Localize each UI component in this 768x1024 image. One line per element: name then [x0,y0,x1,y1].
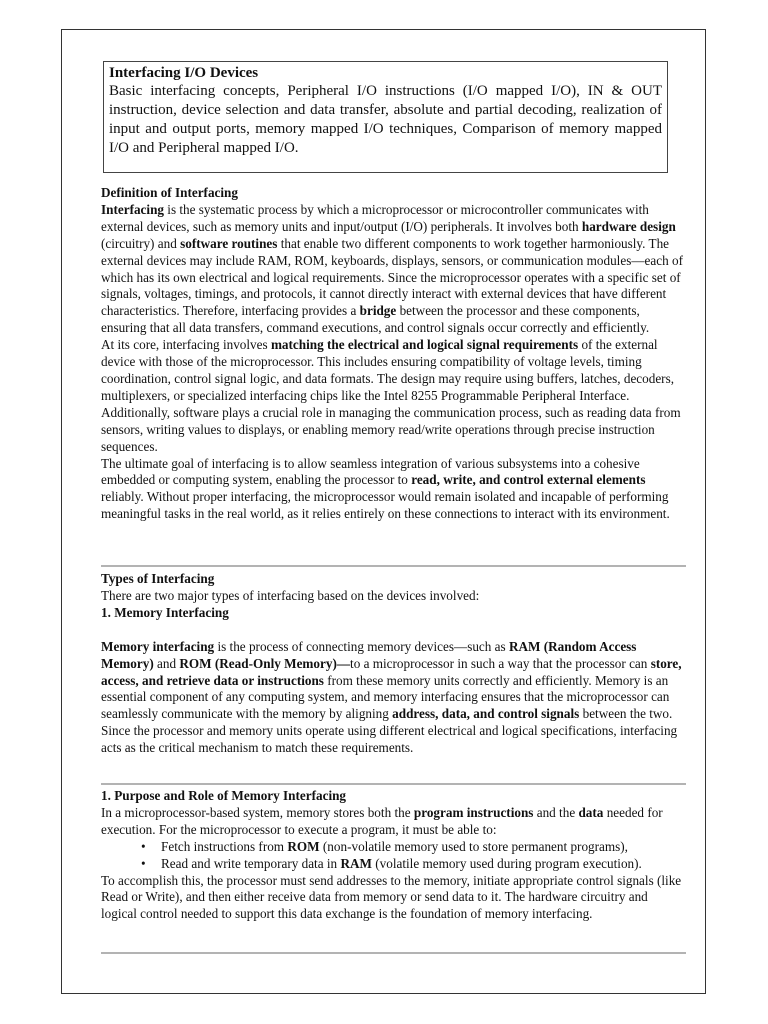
syllabus-text: Basic interfacing concepts, Peripheral I/O instructions (I/O mapped I/O), IN & OUT instruction, device selection and data transfer, absolute and partial decoding, realization of input and output ports, memory mapped I/O techniques, Comparison of memory mapped I/O and Peripheral mapped I/O. [109,83,662,156]
definition-paragraph-3: The ultimate goal of interfacing is to allow seamless integration of various subsystems into a cohesive embedded or computing system, enabling the processor to read, write, and control external elements reliably. Without proper interfacing, the microprocessor would remain isolated and incapable of performing meaningful tasks in the real world, as it relies entirely on these connections to interact with its environment. [101,455,670,522]
definition-paragraph-1: Interfacing is the systematic process by which a microprocessor or microcontroller communicates with external devices, such as memory units and input/output (I/O) peripherals. It involves both hardware design (circuitry) and software routines that enable two different components to work together harmoniously. The external devices may include RAM, ROM, keyboards, displays, sensors, or communication modules—each of which has its own electrical and logical requirements. Since the microprocessor operates with a specific set of signals, voltages, timings, and protocols, it cannot directly interact with external devices that have different characteristics. Therefore, interfacing provides a bridge between the processor and these components, ensuring that all data transfers, command executions, and control signals occur correctly and efficiently. [101,201,683,336]
list-item: • Fetch instructions from ROM (non-volatile memory used to store permanent programs), [101,839,686,856]
purpose-section [101,788,686,923]
memory-interfacing-heading: 1. Memory Interfacing [101,604,229,620]
memory-interfacing-paragraph: Memory interfacing is the process of connecting memory devices—such as RAM (Random Access Memory) and ROM (Read-Only Memory)—to a microprocessor in such a way that the processor can store, access, and retrieve data or instructions from these memory units correctly and efficiently. Memory is an essential component of any computing system, and memory interfacing ensures that the microprocessor can seamlessly communicate with the memory by aligning address, data, and control signals between the two. Since the processor and memory units operate using different electrical and logical specifications, interfacing acts as the critical mechanism to match these requirements. [101,638,682,756]
syllabus-box [103,61,668,173]
purpose-bullet-list [101,839,686,873]
section-divider [101,565,686,567]
purpose-paragraph-1: In a microprocessor-based system, memory stores both the program instructions and the data needed for execution. For the microprocessor to execute a program, it must be able to: [101,804,663,837]
types-section [101,571,686,757]
definition-section [101,185,686,523]
types-intro: There are two major types of interfacing based on the devices involved: [101,587,480,603]
list-item: • Read and write temporary data in RAM (volatile memory used during program execution). [101,856,686,873]
purpose-heading: 1. Purpose and Role of Memory Interfacing [101,788,347,803]
section-divider [101,783,686,785]
purpose-paragraph-2: To accomplish this, the processor must send addresses to the memory, initiate appropriate control signals (like Read or Write), and then either receive data from memory or send data to it. The hardware circuitry and logical control needed to support this data exchange is the foundation of memory interfacing. [101,872,682,922]
document-page [61,29,706,994]
section-divider [101,952,686,954]
definition-paragraph-2: At its core, interfacing involves matching the electrical and logical signal requirements of the external device with those of the microprocessor. This includes ensuring compatibility of voltage levels, timing coordination, control signal logic, and data formats. The design may require using buffers, latches, decoders, multiplexers, or specialized interfacing chips like the Intel 8255 Programmable Peripheral Interface. Additionally, software plays a crucial role in managing the communication process, such as reading data from sensors, writing values to displays, or enabling memory read/write operations through precise instruction sequences. [101,337,681,454]
syllabus-title: Interfacing I/O Devices [109,65,259,81]
types-heading: Types of Interfacing [101,571,215,586]
definition-heading: Definition of Interfacing [101,185,238,200]
